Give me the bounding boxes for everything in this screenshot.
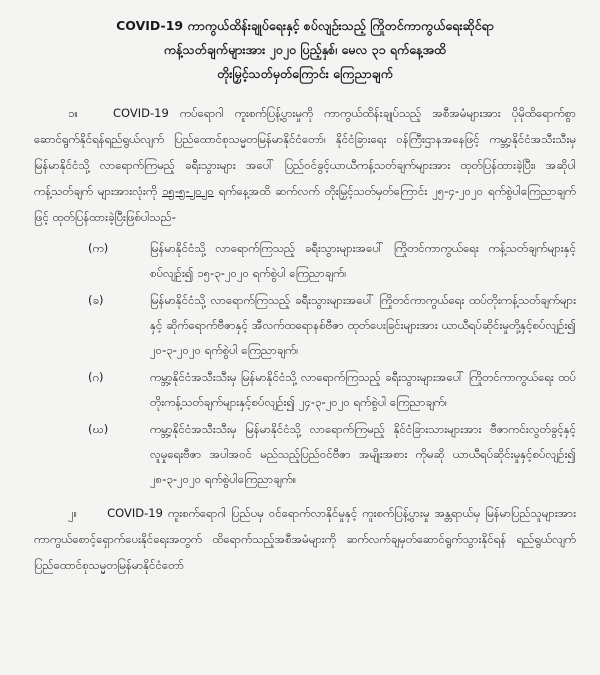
document-title bbox=[34, 14, 576, 86]
list-item bbox=[34, 236, 576, 286]
paragraph-2 bbox=[34, 500, 576, 578]
paragraph-1-date: ၁၅-၅-၂၀၂၀ bbox=[161, 184, 214, 198]
list-item bbox=[34, 288, 576, 363]
list-item bbox=[34, 365, 576, 415]
list-item-marker: (က) bbox=[88, 241, 109, 255]
announcement-list bbox=[34, 236, 576, 492]
paragraph-1-text-b: ရက်နေ့အထိ ဆက်လက် တိုးမြှင့်သတ်မှတ်ကြောင်း ၂၅-၄-၂၀၂၀ ရက်စွဲပါကြေညာချက်ဖြင့် ထုတ်ပြန်ထားခဲ့ပြီးဖြစ်ပါသည်- bbox=[34, 184, 577, 224]
list-item-text: မြန်မာနိုင်ငံသို့ လာရောက်ကြသည့် ခရီးသွားများအပေါ် ကြိုတင်ကာကွယ်ရေး ထပ်တိုးကန့်သတ်ချက်များနှင့် ဆိုက်ရောက်ဗီဇာနှင့် အီလက်ထရောနစ်ဗီဇာ ထုတ်ပေးခြင်းများအား ယာယီရပ်ဆိုင်းမှုတို့နှင့်စပ်လျဉ်း၍ ၂၀-၃-၂၀၂၀ ရက်စွဲပါ ကြေညာချက်၊ bbox=[150, 293, 576, 357]
title-line-1: COVID-19 ကာကွယ်ထိန်းချုပ်ရေးနှင့် စပ်လျဉ်းသည့် ကြိုတင်ကာကွယ်ရေးဆိုင်ရာ bbox=[116, 18, 494, 33]
paragraph-1-text-a: COVID-19 ကပ်ရောဂါ ကူးစက်ပြန့်ပွားမှုကို ကာကွယ်ထိန်းချုပ်သည့် အစီအမံများအား ပိုမိုထိရောက်စွာ ဆောင်ရွက်နိုင်ရန်ရည်ရွယ်လျက် ပြည်ထောင်စုသမ္မတမြန်မာနိုင်ငံတော်၊ နိုင်ငံခြားရေး ဝန်ကြီးဌာနအနေဖြင့် ကမ္ဘာ့နိုင်ငံအသီးသီးမှ မြန်မာနိုင်ငံသို့ လာရောက်ကြမည့် ခရီးသွားများ အပေါ် ပြည်ဝင်ခွင့်ယာယီကန့်သတ်ချက်များအား ထုတ်ပြန်ထားခဲ့ပြီး၊ အဆိုပါ ကန့်သတ်ချက် များအားလုံးကို bbox=[34, 106, 577, 198]
paragraph-1-number: ၁။ bbox=[68, 106, 78, 120]
list-item-marker: (ဂ) bbox=[88, 370, 104, 384]
paragraph-2-text: COVID-19 ကူးစက်ရောဂါ ပြည်ပမှ ဝင်ရောက်လာနိုင်မှုနှင့် ကူးစက်ပြန့်ပွားမှု အန္တရာယ်မှ မြန်မာပြည်သူများအား ကာကွယ်စောင့်ရှောက်ပေးနိုင်ရေးအတွက် ထိရောက်သည့်အစီအမံများကို ဆက်လက်ချမှတ်ဆောင်ရွက်သွားနိုင်ရန် ရည်ရွယ်လျက် ပြည်ထောင်စုသမ္မတမြန်မာနိုင်ငံတော် bbox=[34, 506, 577, 572]
list-item-text: မြန်မာနိုင်ငံသို့ လာရောက်ကြသည့် ခရီးသွားများအပေါ် ကြိုတင်ကာကွယ်ရေး ကန့်သတ်ချက်များနှင့်စပ်လျဉ်း၍ ၁၅-၃-၂၀၂၀ ရက်စွဲပါ ကြေညာချက်၊ bbox=[150, 241, 576, 280]
list-item bbox=[34, 417, 576, 492]
list-item-marker: (ခ) bbox=[88, 293, 104, 307]
title-line-2: ကန့်သတ်ချက်များအား ၂၀၂၀ ပြည့်နှစ်၊ မေလ ၃၁ ရက်နေ့အထိ bbox=[163, 42, 447, 57]
title-line-3: တိုးမြှင့်သတ်မှတ်ကြောင်း ကြေညာချက် bbox=[217, 66, 393, 81]
paragraph-1 bbox=[34, 100, 576, 230]
list-item-text: ကမ္ဘာ့နိုင်ငံအသီးသီးမှ မြန်မာနိုင်ငံသို့ လာရောက်ကြမည့် နိုင်ငံခြားသားများအား ဗီဇာကင်းလွတ်ခွင့်နှင့်လူမှုရေးဗီဇာ အပါအဝင် မည်သည့်ပြည်ဝင်ဗီဇာ အမျိုးအစား ကိုမဆို ယာယီရပ်ဆိုင်းမှုနှင့်စပ်လျဉ်း၍ ၂၈-၃-၂၀၂၀ ရက်စွဲပါကြေညာချက်။ bbox=[150, 422, 576, 486]
list-item-marker: (ဃ) bbox=[88, 422, 109, 436]
list-item-text: ကမ္ဘာ့နိုင်ငံအသီးသီးမှ မြန်မာနိုင်ငံသို့ လာရောက်ကြသည့် ခရီးသွားများအပေါ် ကြိုတင်ကာကွယ်ရေး ထပ်တိုးကန့်သတ်ချက်များနှင့်စပ်လျဉ်း၍ ၂၄-၃-၂၀၂၀ ရက်စွဲပါ ကြေညာချက်၊ bbox=[150, 370, 576, 409]
paragraph-2-number: ၂။ bbox=[68, 506, 78, 520]
